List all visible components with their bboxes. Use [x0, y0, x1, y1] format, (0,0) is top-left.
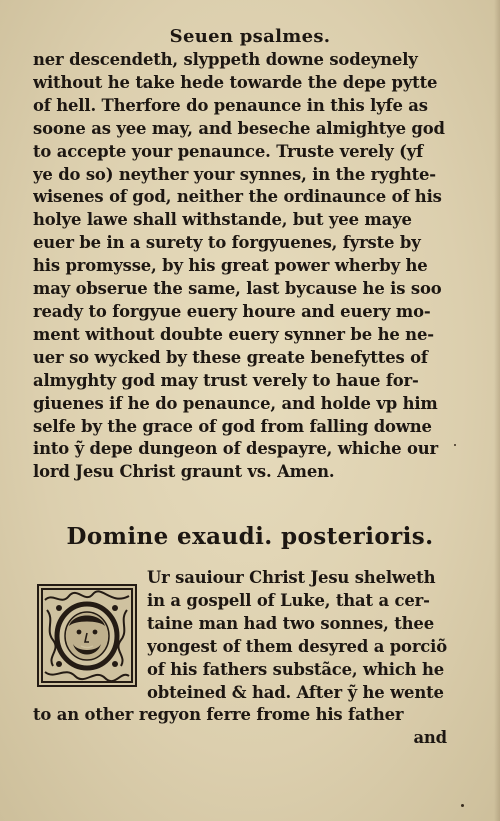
text-line: wisenes of god, neither the ordinaunce of his: [33, 187, 442, 207]
text-line: selfe by the grace of god from falling downe: [33, 416, 432, 436]
catchword: and: [413, 727, 447, 747]
text-line: to accepte your penaunce. Truste verely (yf: [33, 141, 424, 161]
text-line: uer so wycked by these greate benefyttes of: [33, 347, 428, 367]
text-line: almyghty god may trust verely to haue for-: [33, 370, 419, 390]
section-heading: Domine exaudi. posterioris.: [66, 523, 434, 550]
paragraph-1: [33, 49, 453, 484]
text-line: obteined & had. After ỹ he wente: [147, 682, 444, 702]
decorated-initial-icon: [37, 584, 137, 687]
text-line: giuenes if he do penaunce, and holde vp him: [33, 393, 438, 413]
text-line: ye do so) neyther your synnes, in the ryghte-: [33, 164, 436, 184]
text-line: lord Jesu Christ graunt vs. Amen.: [33, 462, 335, 482]
paragraph-2-continued: [33, 704, 453, 750]
ink-speck: [454, 444, 456, 446]
paragraph-2-beside-initial: [147, 567, 457, 704]
ink-speck: [461, 804, 464, 807]
text-line: may obserue the same, last bycause he is soo: [33, 279, 442, 299]
text-line: without he take hede towarde the depe pytte: [33, 72, 438, 92]
text-line: of hell. Therfore do penaunce in this lyfe as: [33, 95, 428, 115]
text-line: euer be in a surety to forgyuenes, fyrste by: [33, 233, 421, 253]
text-line: holye lawe shall withstande, but yee maye: [33, 210, 412, 230]
woodcut-ornament-icon: [39, 586, 135, 685]
text-line: soone as yee may, and beseche almightye god: [33, 118, 445, 138]
text-line: ment without doubte euery synner be he ne-: [33, 324, 434, 344]
text-line: in a gospell of Luke, that a cer-: [147, 590, 430, 610]
text-line: ner descendeth, slyppeth downe sodeynely: [33, 50, 418, 69]
text-line: to an other regyon ferre frome his father: [33, 705, 404, 724]
text-line: into ỹ depe dungeon of despayre, whiche our: [33, 439, 439, 459]
page-edge-shadow: [494, 0, 500, 821]
text-line: his promysse, by his great power wherby he: [33, 256, 428, 276]
text-line: yongest of them desyred a porciõ: [147, 636, 447, 656]
text-line: taine man had two sonnes, thee: [147, 613, 434, 633]
text-line: Ur sauiour Christ Jesu shelweth: [147, 568, 436, 587]
running-head: Seuen psalmes.: [169, 26, 331, 47]
text-line: ready to forgyue euery houre and euery mo-: [33, 301, 431, 321]
text-line: of his fathers substãce, which he: [147, 659, 445, 679]
